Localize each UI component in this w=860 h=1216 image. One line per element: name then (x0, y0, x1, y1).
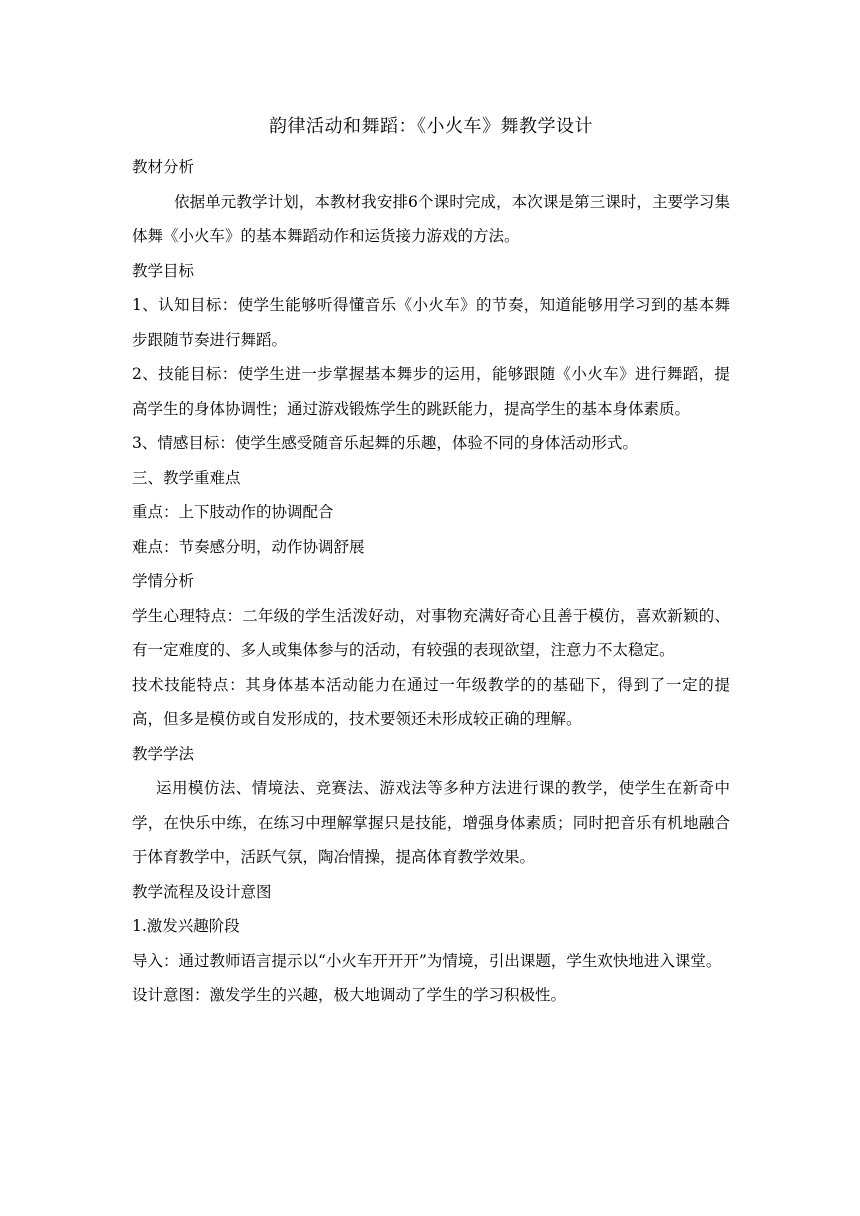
paragraph-learner-psych: 学生心理特点：二年级的学生活泼好动，对事物充满好奇心且善于模仿，喜欢新颖的、有一定难度的、多人或集体参与的活动，有较强的表现欲望，注意力不太稳定。 (132, 606, 730, 659)
heading-process: 教学流程及设计意图 (132, 882, 272, 901)
paragraph-key-point: 重点：上下肢动作的协调配合 (132, 503, 334, 521)
heading-methods: 教学学法 (132, 744, 195, 763)
heading-keypoints: 三、教学重难点 (132, 468, 241, 487)
paragraph-analysis: 依据单元教学计划，本教材我安排6个课时完成，本次课是第三课时，主要学习集体舞《小火车》的基本舞蹈动作和运货接力游戏的方法。 (132, 192, 730, 245)
paragraph-goal-2: 2、技能目标：使学生进一步掌握基本舞步的运用，能够跟随《小火车》进行舞蹈，提高学生的身体协调性；通过游戏锻炼学生的跳跃能力，提高学生的基本身体素质。 (132, 365, 730, 418)
paragraph-stage-1: 1.激发兴趣阶段 (132, 917, 240, 935)
paragraph-difficulty: 难点：节奏感分明，动作协调舒展 (132, 537, 365, 556)
heading-analysis: 教材分析 (132, 158, 195, 176)
document-title: 韵律活动和舞蹈：《小火车》舞教学设计 (269, 116, 593, 137)
paragraph-learner-skill: 技术技能特点：其身体基本活动能力在通过一年级教学的的基础下，得到了一定的提高，但多是模仿或自发形成的，技术要领还未形成较正确的理解。 (132, 675, 730, 728)
heading-learner: 学情分析 (132, 572, 195, 590)
document-page (132, 112, 730, 1013)
paragraph-methods: 运用模仿法、情境法、竞赛法、游戏法等多种方法进行课的教学，使学生在新奇中学，在快乐中练，在练习中理解掌握只是技能，增强身体素质；同时把音乐有机地融合于体育教学中，活跃气氛，陶冶情操，提高体育教学效果。 (132, 779, 730, 866)
paragraph-design-intent: 设计意图：激发学生的兴趣，极大地调动了学生的学习积极性。 (132, 986, 567, 1004)
heading-goals: 教学目标 (132, 261, 195, 280)
paragraph-goal-1: 1、认知目标：使学生能够听得懂音乐《小火车》的节奏，知道能够用学习到的基本舞步跟随节奏进行舞蹈。 (132, 296, 730, 349)
paragraph-goal-3: 3、情感目标：使学生感受随音乐起舞的乐趣，体验不同的身体活动形式。 (132, 434, 638, 452)
paragraph-intro: 导入：通过教师语言提示以“小火车开开开”为情境，引出课题，学生欢快地进入课堂。 (132, 951, 722, 970)
